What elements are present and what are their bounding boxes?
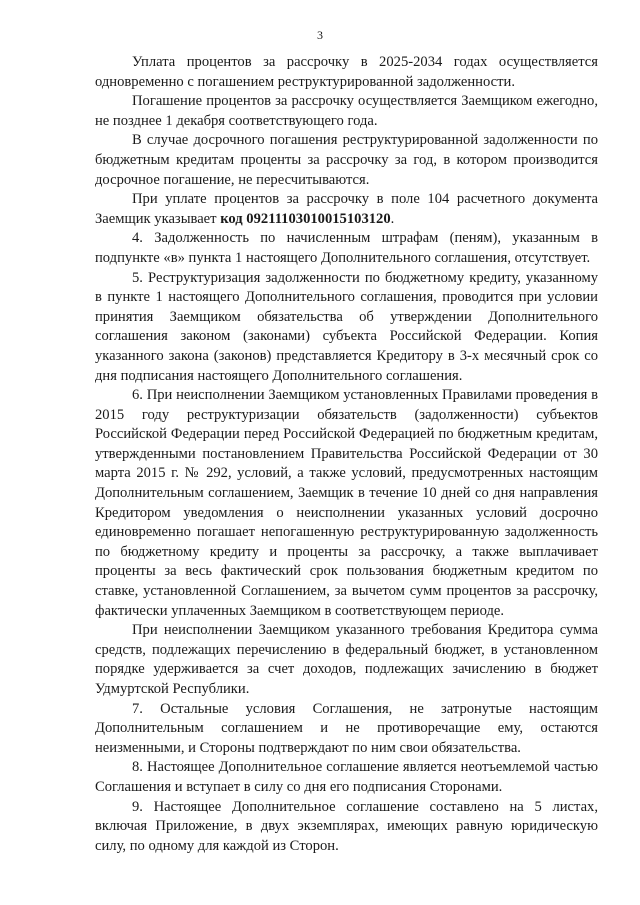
clause-4: 4. Задолженность по начисленным штрафам (пеням), указанным в подпункте «в» пункта 1 настоящего Дополнительного соглашения, отсутствует. bbox=[95, 230, 598, 266]
clause-8: 8. Настоящее Дополнительное соглашение является неотъемлемой частью Соглашения и вступает в силу со дня его подписания Сторонами. bbox=[95, 759, 598, 795]
payment-code-end: . bbox=[390, 210, 395, 227]
page-number: 3 bbox=[317, 28, 323, 42]
clause-6: 6. При неисполнении Заемщиком установленных Правилами проведения в 2015 году реструктуризации обязательств (задолженности) субъектов Российской Федерации перед Российской Федерацией по бюджетным кредитам, утвержденными постановлением Правительства Российской Федерации от 30 марта 2015 г. № 292, условий, а также условий, предусмотренных настоящим Дополнительным соглашением, Заемщик в течение 10 дней со дня направления Кредитором уведомления о неисполнении указанных условий досрочно единовременно погашает непогашенную реструктурированную задолженность по бюджетному кредиту и проценты за рассрочку, а также выплачивает проценты за весь фактический срок пользования бюджетным кредитом по ставке, установленной Соглашением, за вычетом сумм процентов за рассрочку, фактически уплаченных Заемщиком в соответствующем периоде. bbox=[95, 387, 598, 619]
paragraph-early-repayment: В случае досрочного погашения реструктурированной задолженности по бюджетным кредитам проценты за рассрочку за год, в котором производится досрочное погашение, не пересчитываются. bbox=[95, 132, 598, 188]
clause-9: 9. Настоящее Дополнительное соглашение составлено на 5 листах, включая Приложение, в двух экземплярах, имеющих равную юридическую силу, по одному для каждой из Сторон. bbox=[95, 798, 598, 854]
clause-5: 5. Реструктуризация задолженности по бюджетному кредиту, указанному в пункте 1 настоящего Дополнительного соглашения, проводится при условии принятия Заемщиком обязательства об утверждении Дополнительного соглашения законом (законами) субъекта Российской Федерации. Копия указанного закона (законов) представляется Кредитору в 3-х месячный срок со дня подписания настоящего Дополнительного соглашения. bbox=[95, 269, 598, 384]
paragraph-interest-repayment-deadline: Погашение процентов за рассрочку осуществляется Заемщиком ежегодно, не позднее 1 декабря соответствующего года. bbox=[95, 93, 598, 129]
payment-code-text: При уплате процентов за рассрочку в поле 104 расчетного документа Заемщик указывает bbox=[95, 191, 598, 227]
paragraph-payment-code bbox=[95, 190, 598, 229]
clause-7: 7. Остальные условия Соглашения, не затронутые настоящим Дополнительным соглашением и не противоречащие ему, остаются неизменными, и Стороны подтверждают по ним свои обязательства. bbox=[95, 700, 598, 756]
payment-code: код 09211103010015103120 bbox=[220, 210, 391, 227]
document-body bbox=[95, 53, 598, 856]
paragraph-interest-payment-schedule: Уплата процентов за рассрочку в 2025-2034 годах осуществляется одновременно с погашением реструктурированной задолженности. bbox=[95, 54, 598, 90]
paragraph-non-fulfillment: При неисполнении Заемщиком указанного требования Кредитора сумма средств, подлежащих перечислению в федеральный бюджет, в установленном порядке удерживается за счет доходов, подлежащих зачислению в бюджет Удмуртской Республики. bbox=[95, 622, 598, 697]
